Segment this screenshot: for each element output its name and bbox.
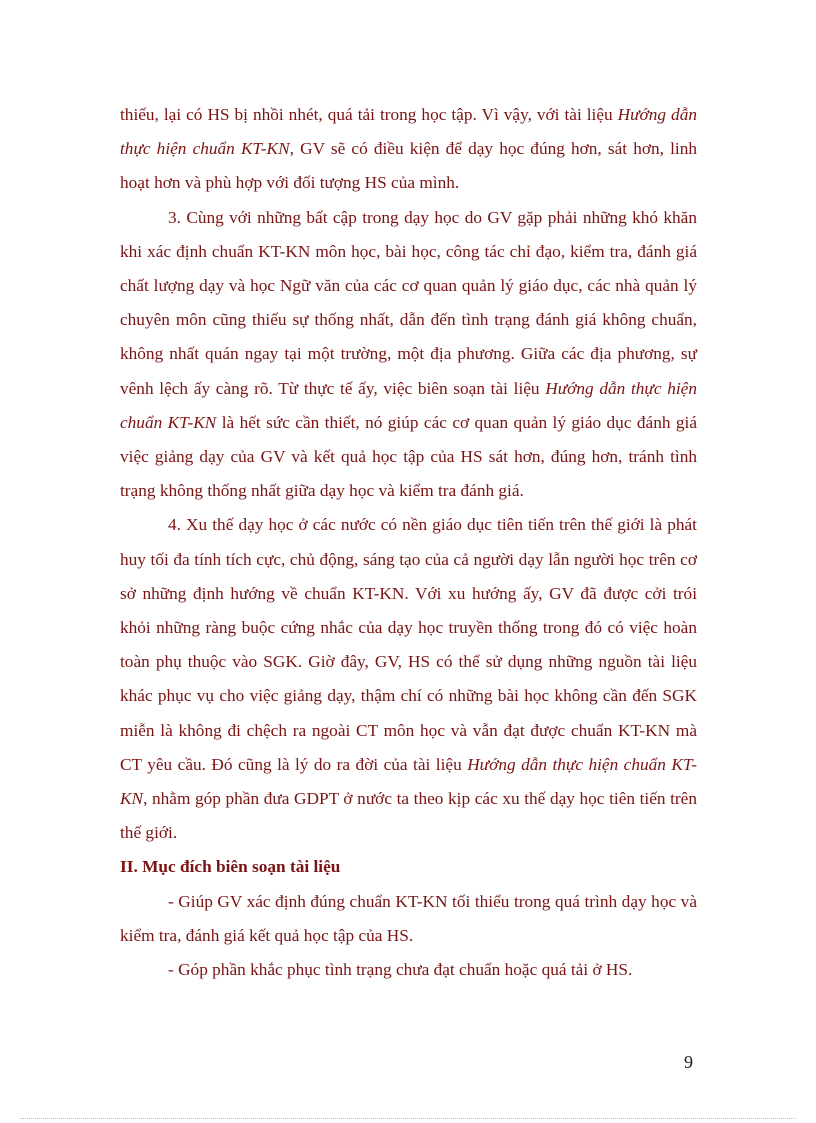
page-content [120,98,697,987]
page-number: 9 [684,1052,693,1072]
document-title-italic: Hướng dẫn thực hiện chuẩn KT-KN [120,754,697,809]
section-heading: II. Mục đích biên soạn tài liệu [120,857,341,877]
page-bottom-divider [20,1118,796,1119]
paragraph-text: 3. Cùng với những bất cập trong dạy học do GV gặp phải những khó khăn khi xác định chuẩn KT-KN môn học, bài học, công tác chỉ đạo, kiểm tra, đánh giá chất lượng dạy và học Ngữ văn của các cơ quan quản lý giáo dục, các nhà quản lý chuyên môn cũng thiếu sự thống nhất, dẫn đến tình trạng đánh giá không chuẩn, không nhất quán ngay tại một trường, một địa phương. Giữa các địa phương, sự vênh lệch ấy càng rõ. Từ thực tế ấy, việc biên soạn tài liệu [120,207,697,398]
paragraph-point-3 [120,201,697,509]
paragraph-text: là hết sức cần thiết, nó giúp các cơ quan quản lý giáo dục đánh giá việc giảng dạy của GV và kết quả học tập của HS sát hơn, đúng hơn, tránh tình trạng không thống nhất giữa dạy học và kiểm tra đánh giá. [120,412,697,501]
document-title-italic: Hướng dẫn thực hiện chuẩn KT-KN [120,378,697,432]
paragraph-text: , nhằm góp phần đưa GDPT ở nước ta theo kịp các xu thế dạy học tiên tiến trên thế giới. [120,789,697,843]
document-title-italic: Hướng dẫn thực hiện chuẩn KT-KN [120,105,697,159]
paragraph-point-4 [120,508,697,850]
paragraph-text: 4. Xu thế dạy học ở các nước có nền giáo dục tiên tiến trên thế giới là phát huy tối đa tính tích cực, chủ động, sáng tạo của cả người dạy lẫn người học trên cơ sở những định hướng về chuẩn KT-KN. Với xu hướng ấy, GV đã được cởi trói khỏi những ràng buộc cứng nhắc của dạy học truyền thống trong đó có việc hoàn toàn phụ thuộc vào SGK. Giờ đây, GV, HS có thể sử dụng những nguồn tài liệu khác phục vụ cho việc giảng dạy, thậm chí có những bài học không cần đến SGK miễn là không đi chệch ra ngoài CT môn học và vẫn đạt được chuẩn KT-KN mà CT yêu cầu. Đó cũng là lý do ra đời của tài liệu [120,515,697,774]
paragraph-text: thiếu, lại có HS bị nhồi nhét, quá tải trong học tập. Vì vậy, với tài liệu [120,105,618,124]
paragraph-continuation [120,98,697,201]
bullet-item: - Góp phần khắc phục tình trạng chưa đạt chuẩn hoặc quá tải ở HS. [168,960,633,980]
bullet-item: - Giúp GV xác định đúng chuẩn KT-KN tối thiểu trong quá trình dạy học và kiểm tra, đánh giá kết quả học tập của HS. [120,891,697,945]
paragraph-text: , GV sẽ có điều kiện để dạy học đúng hơn, sát hơn, linh hoạt hơn và phù hợp với đối tượng HS của mình. [120,139,697,193]
